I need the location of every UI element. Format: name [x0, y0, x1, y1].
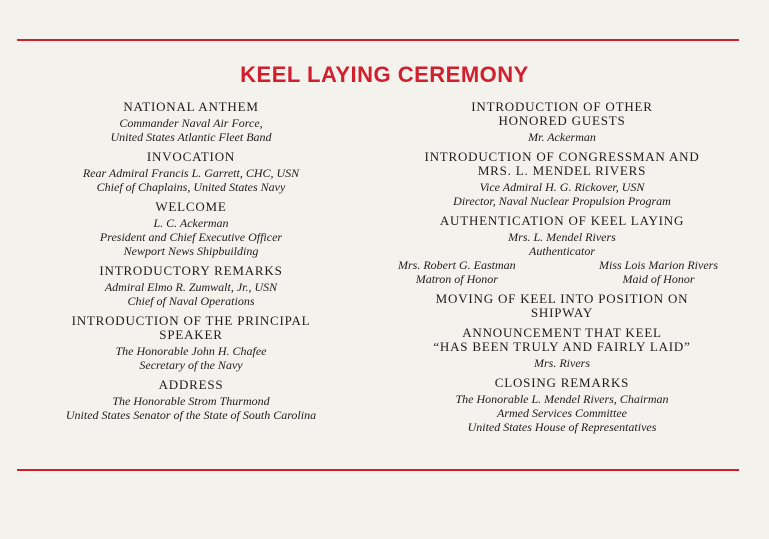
program-item-introductory-remarks — [30, 264, 352, 308]
bottom-rule — [17, 469, 739, 471]
item-line: The Honorable John H. Chafee — [115, 344, 267, 358]
item-line: The Honorable L. Mendel Rivers, Chairman — [455, 392, 669, 406]
item-line: Commander Naval Air Force, — [119, 116, 263, 130]
item-heading: INTRODUCTORY REMARKS — [99, 263, 283, 278]
item-heading: INTRODUCTION OF THE PRINCIPAL — [71, 313, 311, 328]
program-item-announcement — [394, 326, 730, 370]
item-line: United States House of Representatives — [467, 420, 657, 434]
left-column — [30, 100, 352, 428]
item-line: Director, Naval Nuclear Propulsion Program — [453, 194, 671, 208]
program-item-moving-keel — [394, 292, 730, 320]
item-line: Vice Admiral H. G. Rickover, USN — [479, 180, 645, 194]
item-line: Chief of Naval Operations — [127, 294, 255, 308]
item-line: United States Atlantic Fleet Band — [110, 130, 272, 144]
item-heading: ANNOUNCEMENT THAT KEEL — [462, 325, 662, 340]
item-heading: INTRODUCTION OF OTHER — [471, 99, 653, 114]
item-line: Secretary of the Navy — [139, 358, 243, 372]
program-item-introduction-congressman — [394, 150, 730, 208]
program-title: KEEL LAYING CEREMONY — [240, 62, 529, 87]
item-heading: SPEAKER — [159, 327, 223, 342]
program-item-welcome — [30, 200, 352, 258]
item-line: Chief of Chaplains, United States Navy — [96, 180, 286, 194]
program-item-closing-remarks — [394, 376, 730, 434]
item-heading: SHIPWAY — [530, 305, 594, 320]
item-heading: “HAS BEEN TRULY AND FAIRLY LAID” — [433, 339, 691, 354]
attendant-name: Mrs. Robert G. Eastman — [398, 258, 516, 272]
program-item-introduction-principal-speaker — [30, 314, 352, 372]
program-item-national-anthem — [30, 100, 352, 144]
program-item-invocation — [30, 150, 352, 194]
item-line: United States Senator of the State of South Carolina — [65, 408, 317, 422]
item-heading: ADDRESS — [158, 377, 224, 392]
item-line: The Honorable Strom Thurmond — [112, 394, 270, 408]
item-line: Newport News Shipbuilding — [123, 244, 259, 258]
item-line: Mrs. Rivers — [534, 356, 590, 370]
item-heading: INVOCATION — [146, 149, 236, 164]
item-line: Armed Services Committee — [497, 406, 627, 420]
top-rule — [17, 39, 739, 41]
item-line: Authenticator — [529, 244, 595, 258]
maid-of-honor — [599, 258, 718, 286]
item-heading: AUTHENTICATION OF KEEL LAYING — [439, 213, 685, 228]
attendant-role: Matron of Honor — [415, 272, 498, 286]
program-item-other-guests — [394, 100, 730, 144]
program-item-address — [30, 378, 352, 422]
item-line: President and Chief Executive Officer — [99, 230, 283, 244]
item-line: Admiral Elmo R. Zumwalt, Jr., USN — [104, 280, 278, 294]
item-heading: MRS. L. MENDEL RIVERS — [477, 163, 647, 178]
honor-attendants — [394, 258, 730, 286]
program-item-authentication — [394, 214, 730, 286]
item-heading: INTRODUCTION OF CONGRESSMAN AND — [424, 149, 700, 164]
item-heading: MOVING OF KEEL INTO POSITION ON — [435, 291, 689, 306]
item-line: Mrs. L. Mendel Rivers — [508, 230, 616, 244]
item-heading: CLOSING REMARKS — [494, 375, 630, 390]
item-heading: NATIONAL ANTHEM — [123, 99, 259, 114]
item-line: L. C. Ackerman — [153, 216, 229, 230]
item-line: Rear Admiral Francis L. Garrett, CHC, USN — [82, 166, 300, 180]
item-heading: HONORED GUESTS — [498, 113, 626, 128]
right-column — [394, 100, 730, 440]
matron-of-honor — [398, 258, 516, 286]
attendant-role: Maid of Honor — [622, 272, 695, 286]
attendant-name: Miss Lois Marion Rivers — [598, 258, 718, 272]
item-line: Mr. Ackerman — [528, 130, 596, 144]
item-heading: WELCOME — [155, 199, 227, 214]
